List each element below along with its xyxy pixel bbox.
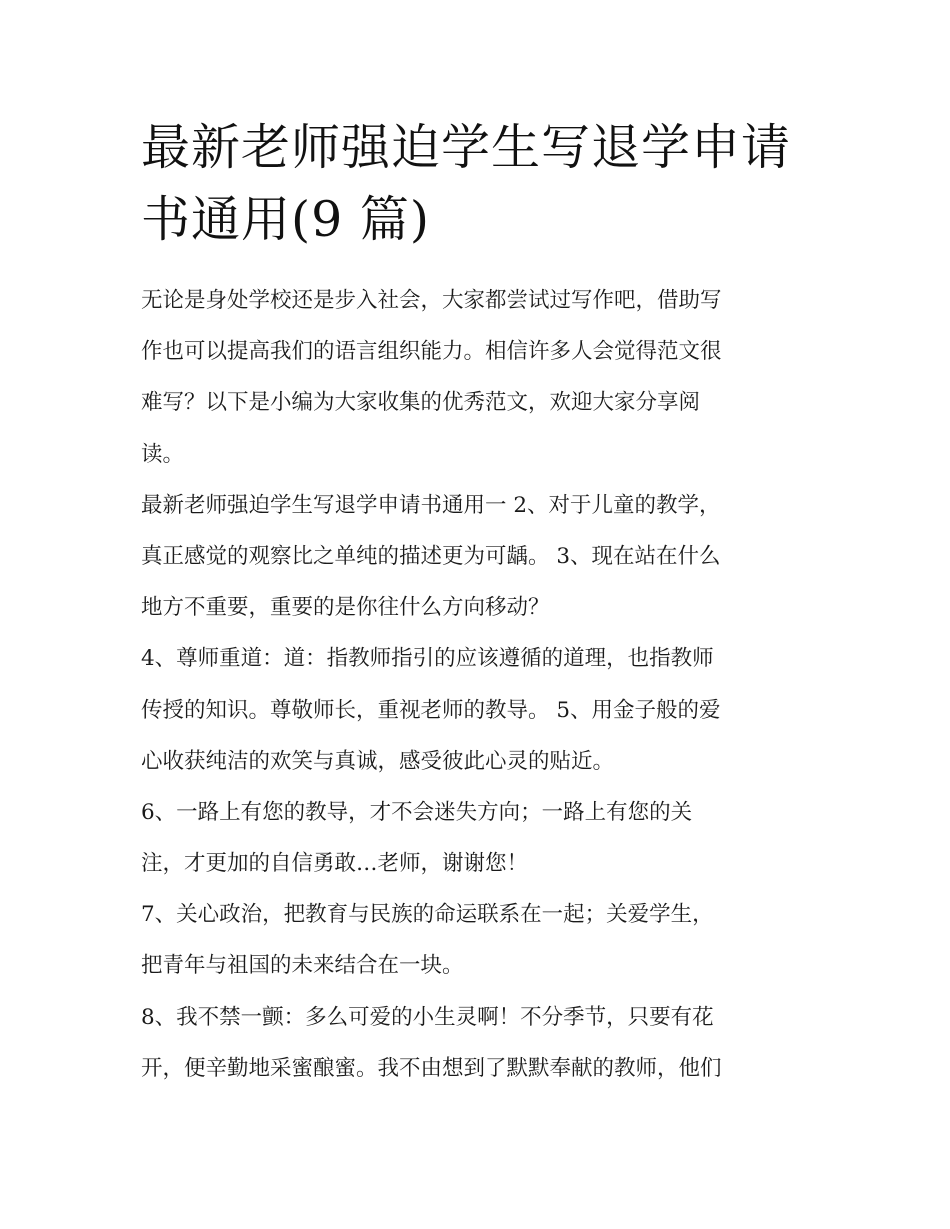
body-line: 注，才更加的自信勇敢…老师，谢谢您！ <box>141 851 529 877</box>
document-body <box>141 275 816 1094</box>
body-line: 8、我不禁一颤：多么可爱的小生灵啊！不分季节，只要有花 <box>141 1004 714 1030</box>
title-line: 最新老师强迫学生写退学申请 <box>141 119 792 176</box>
body-line: 6、一路上有您的教导，才不会迷失方向；一路上有您的关 <box>141 799 693 825</box>
body-line: 7、关心政治，把教育与民族的命运联系在一起；关爱学生， <box>141 902 714 928</box>
body-line: 心收获纯洁的欢笑与真诚，感受彼此心灵的贴近。 <box>141 748 615 774</box>
body-line: 真正感觉的观察比之单纯的描述更为可龋。 3、现在站在什么 <box>141 543 721 569</box>
document-title <box>141 112 821 256</box>
body-line: 最新老师强迫学生写退学申请书通用一 2、对于儿童的教学， <box>141 492 721 518</box>
body-line: 传授的知识。尊敬师长，重视老师的教导。 5、用金子般的爱 <box>141 697 721 723</box>
body-line: 难写？以下是小编为大家收集的优秀范文，欢迎大家分享阅 <box>141 390 701 416</box>
body-line: 开，便辛勤地采蜜酿蜜。我不由想到了默默奉献的教师，他们 <box>141 1055 722 1081</box>
body-line: 无论是身处学校还是步入社会，大家都尝试过写作吧，借助写 <box>141 288 722 313</box>
body-line: 作也可以提高我们的语言组织能力。相信许多人会觉得范文很 <box>141 339 722 365</box>
body-line: 地方不重要，重要的是你往什么方向移动？ <box>141 595 550 621</box>
title-line: 书通用(9 篇) <box>141 191 430 248</box>
body-line: 读。 <box>141 441 185 467</box>
body-line: 4、尊师重道：道：指教师指引的应该遵循的道理，也指教师 <box>141 646 714 672</box>
body-line: 把青年与祖国的未来结合在一块。 <box>141 953 464 979</box>
